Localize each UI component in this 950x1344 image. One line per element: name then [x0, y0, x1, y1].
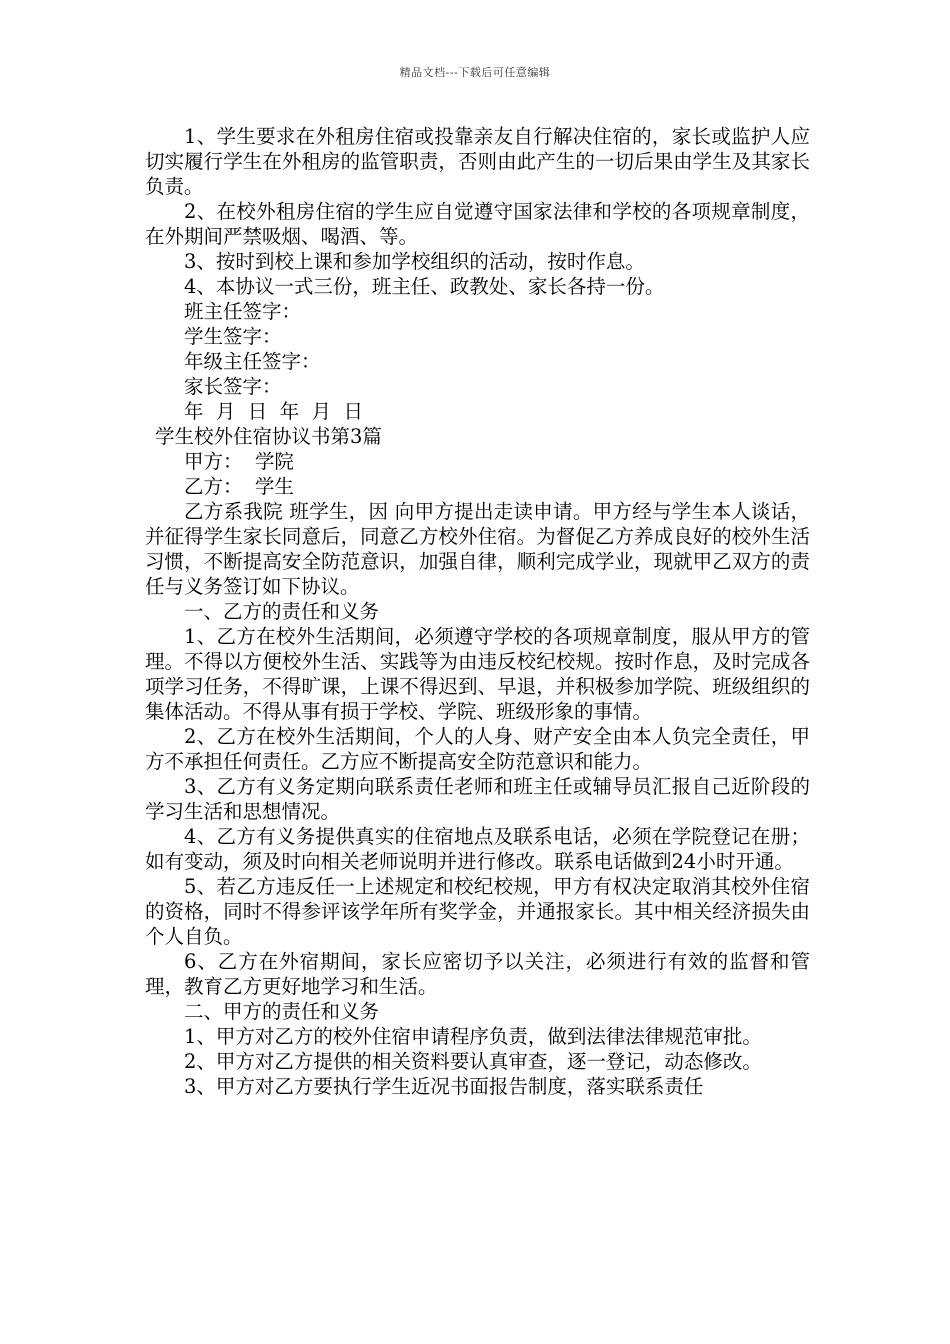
paragraph: 1、甲方对乙方的校外住宿申请程序负责，做到法律法律规范审批。	[184, 1025, 762, 1048]
signature-line-parent: 家长签字：	[184, 375, 282, 398]
section-title: 学生校外住宿协议书第3篇	[155, 425, 382, 448]
paragraph: 1、学生要求在外租房住宿或投靠亲友自行解决住宿的，家长或监护人应切实履行学生在外租房的监管职责，否则由此产生的一切后果由学生及其家长负责。	[145, 125, 810, 198]
paragraph: 4、乙方有义务提供真实的住宿地点及联系电话，必须在学院登记在册；如有变动，须及时向相关老师说明并进行修改。联系电话做到24小时开通。	[145, 825, 810, 873]
document-body	[145, 124, 810, 1099]
paragraph: 3、按时到校上课和参加学校组织的活动，按时作息。	[184, 250, 645, 273]
signature-line-student: 学生签字：	[184, 325, 282, 348]
party-a-line: 甲方： 学院	[184, 450, 294, 473]
signature-line-grade-director: 年级主任签字：	[184, 350, 321, 373]
page-header: 精品文档---下载后可任意编辑	[399, 66, 551, 79]
paragraph: 3、甲方对乙方要执行学生近况书面报告制度，落实联系责任	[184, 1075, 704, 1098]
paragraph: 2、在校外租房住宿的学生应自觉遵守国家法律和学校的各项规章制度，在外期间严禁吸烟、喝酒、等。	[145, 200, 810, 248]
date-line: 年 月 日 年 月 日	[184, 400, 363, 423]
paragraph: 6、乙方在外宿期间，家长应密切予以关注，必须进行有效的监督和管理，教育乙方更好地学习和生活。	[145, 950, 810, 998]
paragraph: 乙方系我院 班学生，因 向甲方提出走读申请。甲方经与学生本人谈话，并征得学生家长同意后，同意乙方校外住宿。为督促乙方养成良好的校外生活习惯，不断提高安全防范意识，加强自律，顺利完成学业，现就甲乙双方的责任与义务签订如下协议。	[145, 500, 810, 598]
paragraph: 1、乙方在校外生活期间，必须遵守学校的各项规章制度，服从甲方的管理。不得以方便校外生活、实践等为由违反校纪校规。按时作息，及时完成各项学习任务，不得旷课，上课不得迟到、早退，并积极参加学院、班级组织的集体活动。不得从事有损于学校、学院、班级形象的事情。	[145, 625, 810, 723]
party-b-line: 乙方： 学生	[184, 475, 294, 498]
signature-line-head-teacher: 班主任签字：	[184, 300, 302, 323]
paragraph: 2、乙方在校外生活期间，个人的人身、财产安全由本人负完全责任，甲方不承担任何责任。乙方应不断提高安全防范意识和能力。	[145, 725, 810, 773]
paragraph: 5、若乙方违反任一上述规定和校纪校规，甲方有权决定取消其校外住宿的资格，同时不得参评该学年所有奖学金，并通报家长。其中相关经济损失由个人自负。	[145, 875, 810, 948]
paragraph: 3、乙方有义务定期向联系责任老师和班主任或辅导员汇报自己近阶段的学习生活和思想情况。	[145, 775, 810, 823]
paragraph: 2、甲方对乙方提供的相关资料要认真审查，逐一登记，动态修改。	[184, 1050, 762, 1073]
paragraph: 4、本协议一式三份，班主任、政教处、家长各持一份。	[184, 275, 665, 298]
subheading: 二、甲方的责任和义务	[184, 1000, 380, 1023]
subheading: 一、乙方的责任和义务	[184, 600, 380, 623]
